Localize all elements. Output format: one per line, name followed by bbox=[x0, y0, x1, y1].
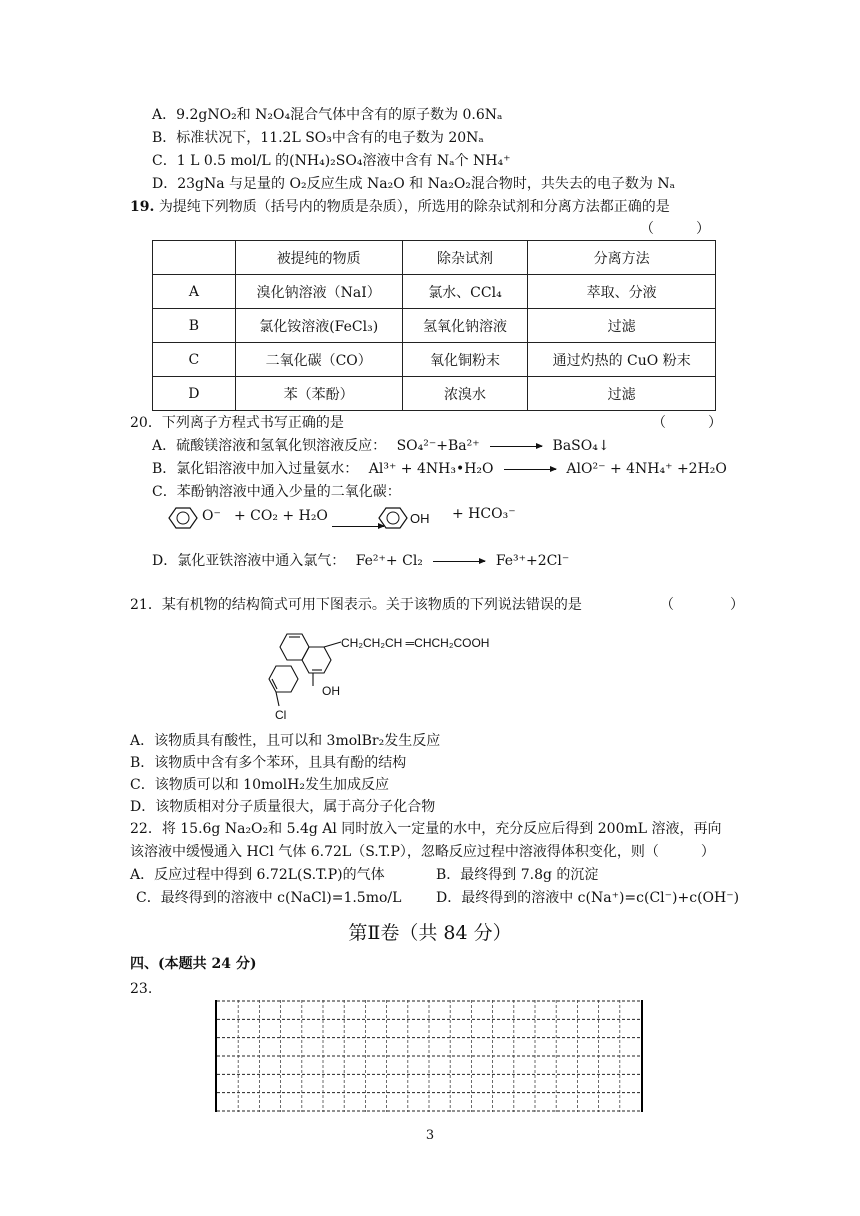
table-header-cell bbox=[153, 241, 236, 275]
q20-answer-bracket: （ ） bbox=[652, 415, 722, 431]
q22-option-b: B．最终得到 7.8g 的沉淀 bbox=[436, 867, 599, 883]
table-cell: B bbox=[153, 309, 236, 343]
reaction-arrow-icon bbox=[433, 561, 485, 562]
table-row bbox=[153, 343, 716, 377]
q19-stem-text: 为提纯下列物质（括号内的物质是杂质），所选用的除杂试剂和分离方法都正确的是 bbox=[158, 199, 670, 215]
table-cell: 通过灼热的 CuO 粉末 bbox=[528, 343, 716, 377]
q21-option-d: D．该物质相对分子质量很大，属于高分子化合物 bbox=[130, 799, 436, 815]
q20-b-label: B．氯化铝溶液中加入过量氨水： bbox=[152, 461, 359, 477]
reaction-arrow-icon bbox=[332, 526, 384, 527]
q20-d-reactants: Fe²⁺+ Cl₂ bbox=[355, 553, 423, 569]
q20-a-label: A．硫酸镁溶液和氢氧化钡溶液反应： bbox=[152, 438, 387, 454]
q20-d-products: Fe³⁺+2Cl⁻ bbox=[495, 553, 570, 569]
reaction-arrow-icon bbox=[504, 469, 556, 470]
table-cell: A bbox=[153, 275, 236, 309]
q19-table-header-row bbox=[153, 241, 716, 275]
table-cell: 氢氧化钠溶液 bbox=[402, 309, 528, 343]
q22-option-d: D．最终得到的溶液中 c(Na⁺)=c(Cl⁻)+c(OH⁻) bbox=[436, 890, 740, 906]
q20-c-reactants: + CO₂ + H₂O bbox=[234, 508, 328, 524]
table-header-cell: 除杂试剂 bbox=[402, 241, 528, 275]
q21-option-c: C．该物质可以和 10molH₂发生加成反应 bbox=[130, 777, 389, 793]
q20-option-c: C．苯酚钠溶液中通入少量的二氧化碳： bbox=[152, 484, 401, 500]
table-cell: 过滤 bbox=[528, 377, 716, 411]
q22-stem-line-1: 22．将 15.6g Na₂O₂和 5.4g Al 同时放入一定量的水中，充分反应后得到 200mL 溶液，再向 bbox=[130, 821, 722, 837]
q20-a-reactants: SO₄²⁻+Ba²⁺ bbox=[396, 438, 480, 454]
q19-stem bbox=[130, 198, 670, 216]
benzene-ring-icon bbox=[168, 505, 198, 531]
q20-option-d bbox=[152, 552, 569, 570]
q18-option-c: C．1 L 0.5 mol/L 的(NH₄)₂SO₄溶液中含有 Nₐ个 NH₄⁺ bbox=[152, 153, 511, 169]
q20-b-products: AlO²⁻ + 4NH₄⁺ +2H₂O bbox=[566, 461, 727, 477]
q23-number: 23. bbox=[130, 981, 153, 997]
q20-option-a bbox=[152, 437, 610, 455]
table-row bbox=[153, 377, 716, 411]
answer-grid-lines bbox=[217, 1000, 641, 1112]
q21-answer-bracket: （ ） bbox=[660, 597, 744, 613]
table-header-cell: 被提纯的物质 bbox=[235, 241, 402, 275]
q21-option-b: B．该物质中含有多个苯环，且具有酚的结构 bbox=[130, 755, 407, 771]
page-number: 3 bbox=[425, 1128, 435, 1143]
q19-answer-bracket: （ ） bbox=[640, 221, 710, 237]
q20-stem: 20．下列离子方程式书写正确的是 bbox=[130, 415, 344, 431]
q20-b-reactants: Al³⁺ + 4NH₃•H₂O bbox=[368, 461, 494, 477]
table-cell: 苯（苯酚） bbox=[235, 377, 402, 411]
q18-option-d: D．23gNa 与足量的 O₂反应生成 Na₂O 和 Na₂O₂混合物时，共失去的电子数为 Nₐ bbox=[152, 176, 676, 192]
part-two-heading: 第Ⅱ卷（共 84 分） bbox=[348, 922, 512, 944]
table-cell: 氯化铵溶液(FeCl₃) bbox=[235, 309, 402, 343]
q20-d-label: D．氯化亚铁溶液中通入氯气： bbox=[152, 553, 346, 569]
table-row bbox=[153, 309, 716, 343]
q21-side-chain: CH₂CH₂CH ═CHCH₂COOH bbox=[341, 636, 490, 650]
q20-c-phenoxide: O⁻ bbox=[202, 508, 221, 524]
table-cell: 过滤 bbox=[528, 309, 716, 343]
q19-number: 19. bbox=[130, 199, 155, 215]
q20-c-phenol-oh: OH bbox=[410, 511, 430, 526]
q18-option-b: B．标准状况下，11.2L SO₃中含有的电子数为 20Nₐ bbox=[152, 130, 484, 146]
q22-option-c: C．最终得到的溶液中 c(NaCl)=1.5mo/L bbox=[136, 890, 402, 906]
table-cell: C bbox=[153, 343, 236, 377]
table-row bbox=[153, 275, 716, 309]
section-four-heading: 四、(本题共 24 分) bbox=[130, 956, 257, 972]
answer-grid bbox=[215, 1000, 643, 1112]
table-cell: D bbox=[153, 377, 236, 411]
q21-stem: 21．某有机物的结构简式可用下图表示。关于该物质的下列说法错误的是 bbox=[130, 597, 582, 613]
benzene-ring-icon bbox=[378, 505, 408, 531]
table-cell: 溴化钠溶液（NaI） bbox=[235, 275, 402, 309]
table-cell: 氯水、CCl₄ bbox=[402, 275, 528, 309]
table-cell: 二氧化碳（CO） bbox=[235, 343, 402, 377]
table-header-cell: 分离方法 bbox=[528, 241, 716, 275]
q21-hydroxyl: OH bbox=[322, 684, 340, 698]
q18-option-a: A．9.2gNO₂和 N₂O₄混合气体中含有的原子数为 0.6Nₐ bbox=[152, 107, 503, 123]
q21-option-a: A．该物质具有酸性，且可以和 3molBr₂发生反应 bbox=[130, 733, 441, 749]
q20-option-b bbox=[152, 460, 727, 478]
table-cell: 氧化铜粉末 bbox=[402, 343, 528, 377]
q20-c-products: + HCO₃⁻ bbox=[452, 506, 516, 522]
q19-table bbox=[152, 240, 716, 411]
q22-stem-line-2: 该溶液中缓慢通入 HCl 气体 6.72L（S.T.P），忽略反应过程中溶液得体积变化，则（ ） bbox=[130, 844, 715, 860]
q21-chlorine: Cl bbox=[275, 708, 287, 722]
q22-option-a: A．反应过程中得到 6.72L(S.T.P)的气体 bbox=[130, 867, 385, 883]
q20-a-products: BaSO₄↓ bbox=[552, 438, 610, 454]
table-cell: 浓溴水 bbox=[402, 377, 528, 411]
reaction-arrow-icon bbox=[490, 446, 542, 447]
table-cell: 萃取、分液 bbox=[528, 275, 716, 309]
